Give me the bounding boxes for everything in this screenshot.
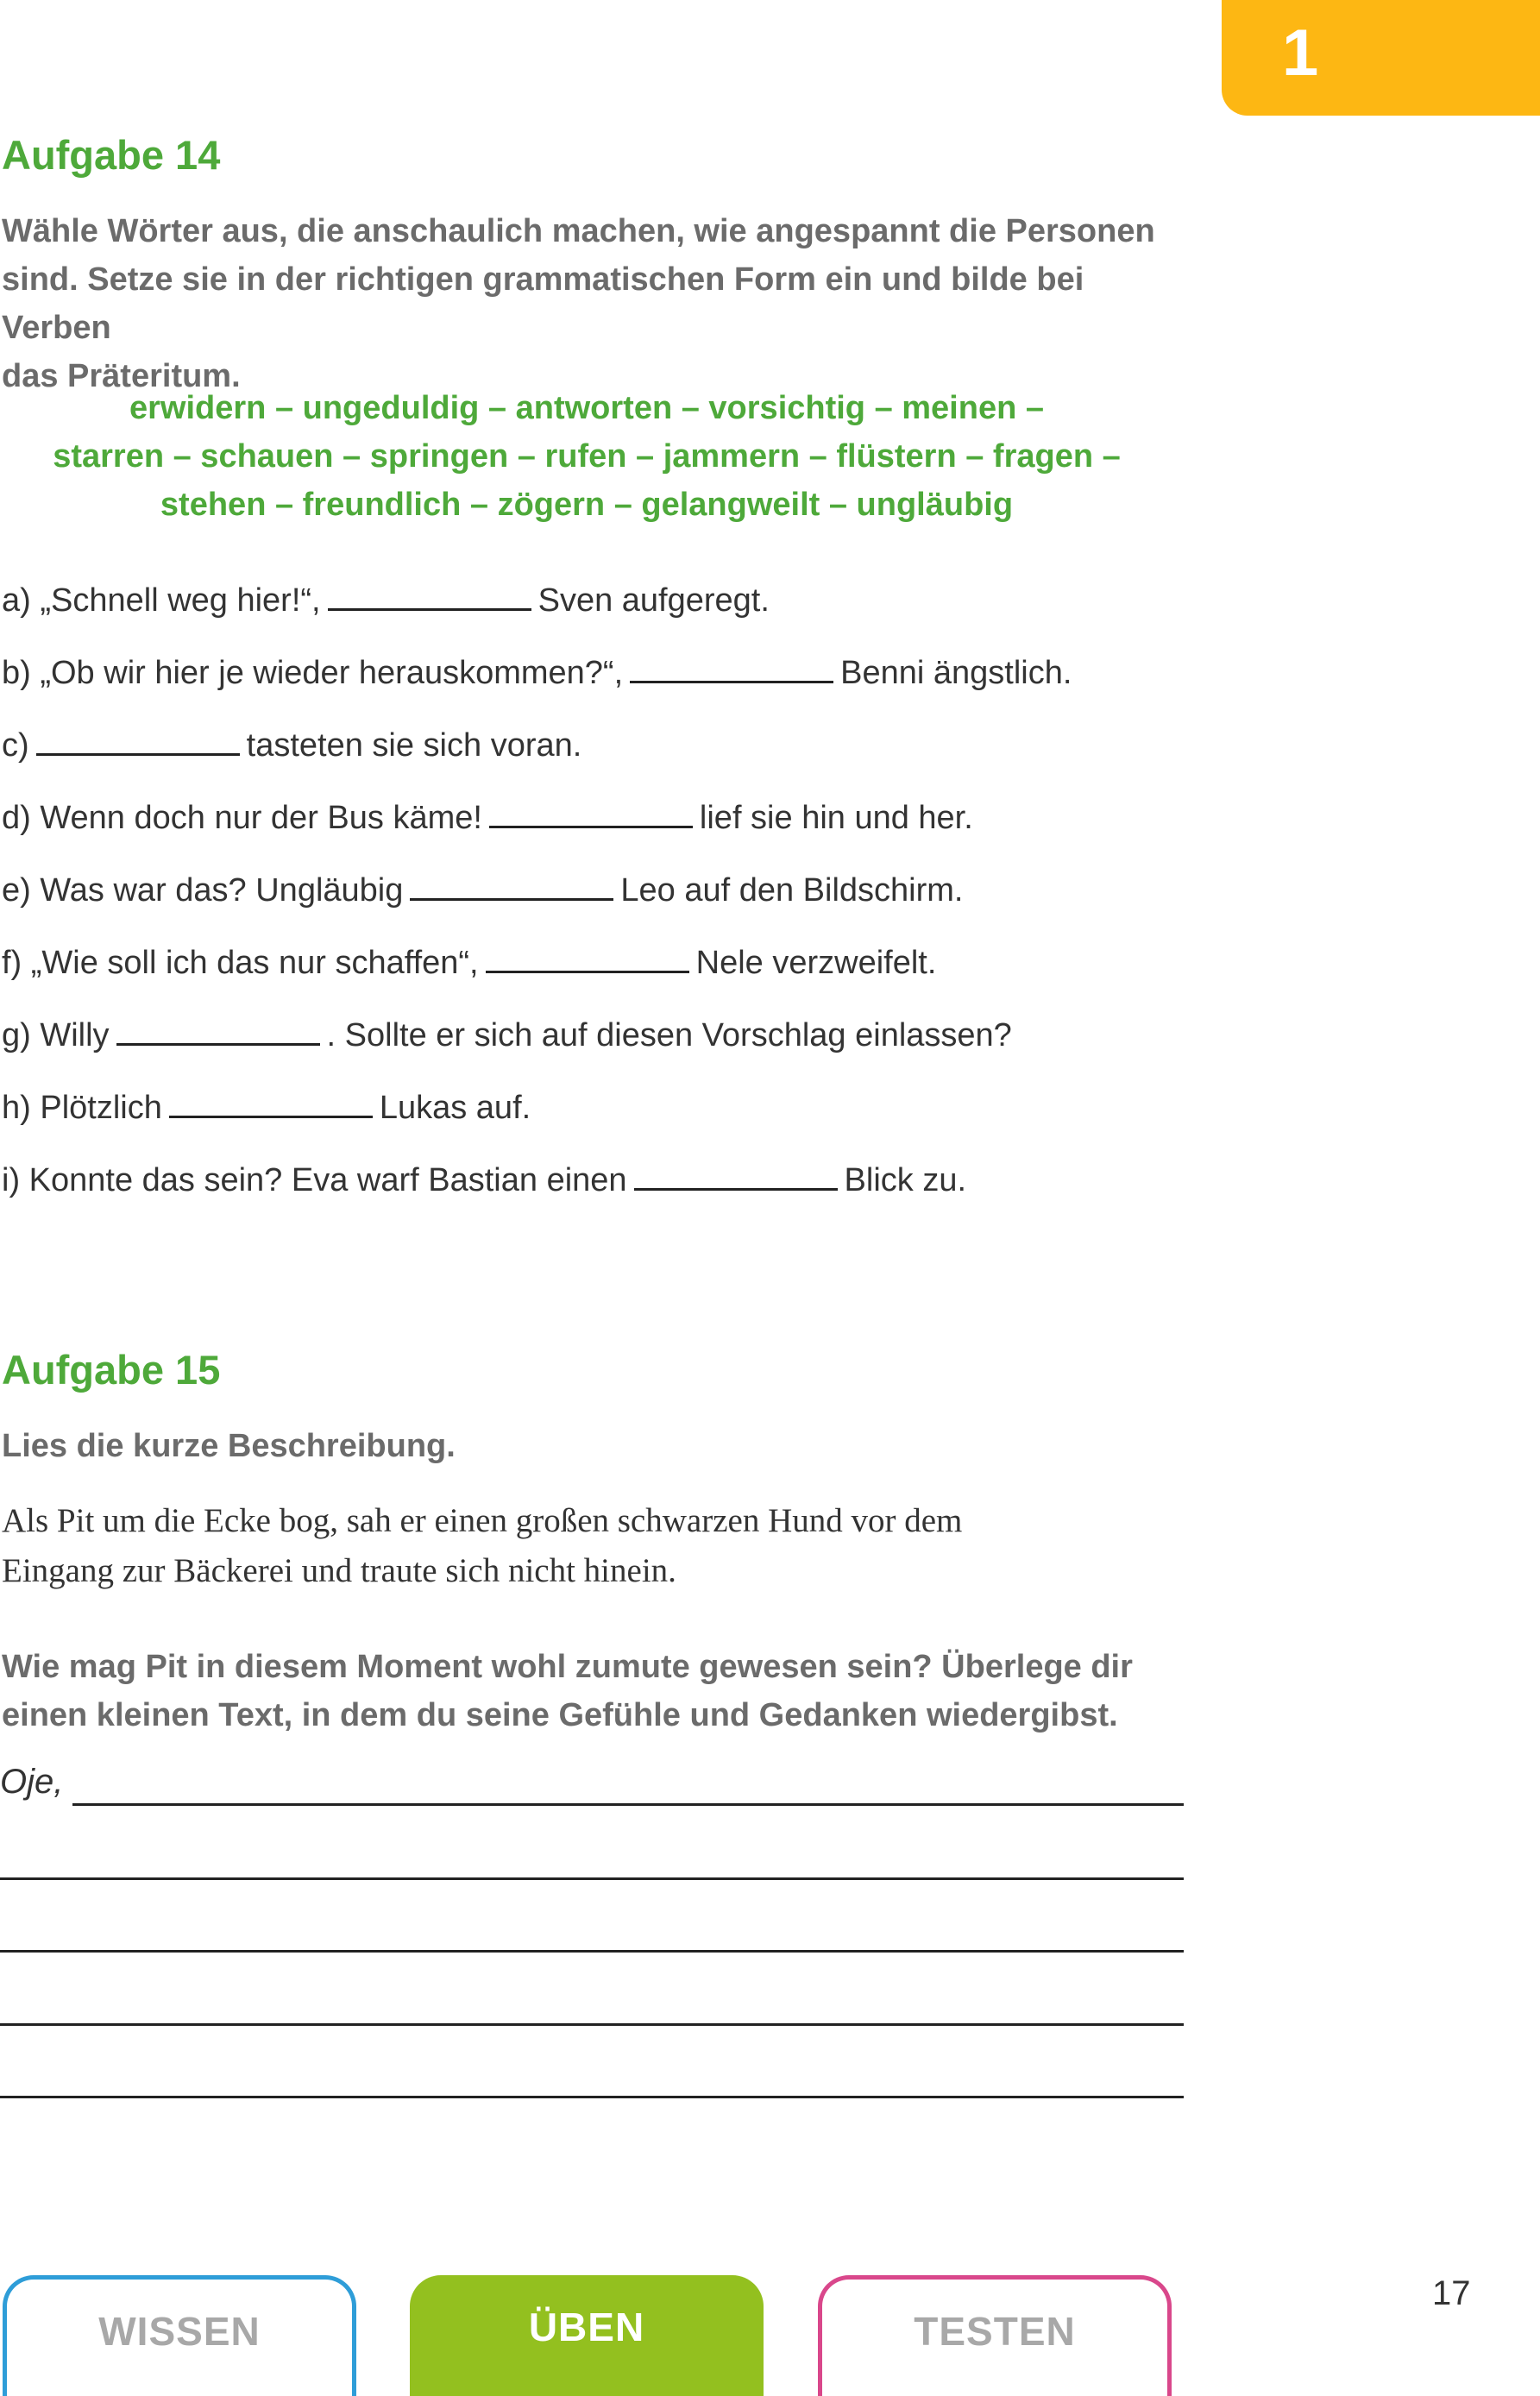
task14-instruction-line: Wähle Wörter aus, die anschaulich machen, wie angespannt die Personen bbox=[2, 213, 1155, 249]
writing-line[interactable] bbox=[0, 1950, 1184, 1953]
task15-question bbox=[2, 1643, 1192, 1739]
task14-instruction bbox=[2, 207, 1192, 400]
page-number: 17 bbox=[1432, 2274, 1471, 2312]
exercise-c bbox=[2, 724, 581, 767]
tab-testen[interactable] bbox=[818, 2275, 1172, 2396]
task14-title: Aufgabe 14 bbox=[2, 132, 221, 178]
tab-wissen[interactable] bbox=[3, 2275, 356, 2396]
exercise-e bbox=[2, 869, 963, 912]
answer-blank[interactable] bbox=[410, 872, 613, 901]
exercise-g bbox=[2, 1014, 1012, 1057]
exercise-f bbox=[2, 941, 936, 984]
answer-blank[interactable] bbox=[634, 1162, 838, 1191]
exercise-text-after: Nele verzweifelt. bbox=[695, 945, 937, 981]
exercise-text-before: g) Willy bbox=[2, 1017, 110, 1053]
exercise-text-after: Lukas auf. bbox=[379, 1090, 531, 1126]
answer-blank[interactable] bbox=[486, 945, 689, 973]
answer-blank[interactable] bbox=[116, 1017, 320, 1046]
tab-label: ÜBEN bbox=[528, 2305, 645, 2349]
exercise-b bbox=[2, 651, 1072, 695]
task15-instruction: Lies die kurze Beschreibung. bbox=[2, 1428, 456, 1464]
answer-blank[interactable] bbox=[328, 582, 531, 611]
exercise-text-before: d) Wenn doch nur der Bus käme! bbox=[2, 800, 482, 836]
exercise-text-before: f) „Wie soll ich das nur schaffen“, bbox=[2, 945, 479, 981]
writing-line[interactable] bbox=[0, 2096, 1184, 2098]
question-line: Wie mag Pit in diesem Moment wohl zumute gewesen sein? Überlege dir bbox=[2, 1649, 1133, 1685]
answer-blank[interactable] bbox=[169, 1090, 373, 1118]
exercise-d bbox=[2, 796, 973, 840]
answer-start: Oje, bbox=[0, 1763, 64, 1801]
writing-line[interactable] bbox=[0, 2023, 1184, 2026]
exercise-text-after: lief sie hin und her. bbox=[699, 800, 973, 836]
exercise-text-before: b) „Ob wir hier je wieder herauskommen?“, bbox=[2, 655, 624, 691]
exercise-text-after: Sven aufgeregt. bbox=[537, 582, 770, 619]
exercise-h bbox=[2, 1086, 531, 1129]
exercise-text-after: tasteten sie sich voran. bbox=[246, 727, 582, 764]
word-bank-line: stehen – freundlich – zögern – gelangweilt – ungläubig bbox=[160, 487, 1014, 523]
story-line: Als Pit um die Ecke bog, sah er einen großen schwarzen Hund vor dem bbox=[2, 1502, 963, 1539]
question-line: einen kleinen Text, in dem du seine Gefühle und Gedanken wiedergibst. bbox=[2, 1697, 1118, 1733]
story-text bbox=[2, 1496, 1192, 1596]
exercise-text-before: c) bbox=[2, 727, 29, 764]
tab-label: WISSEN bbox=[98, 2309, 261, 2354]
word-bank bbox=[0, 384, 1173, 529]
writing-line[interactable] bbox=[72, 1803, 1184, 1806]
exercise-a bbox=[2, 579, 770, 622]
exercise-text-after: Leo auf den Bildschirm. bbox=[620, 872, 964, 909]
task14-instruction-line: sind. Setze sie in der richtigen grammatischen Form ein und bilde bei Verben bbox=[2, 261, 1084, 346]
exercise-text-before: e) Was war das? Ungläubig bbox=[2, 872, 404, 909]
word-bank-line: erwidern – ungeduldig – antworten – vorsichtig – meinen – bbox=[129, 390, 1044, 426]
exercise-text-before: h) Plötzlich bbox=[2, 1090, 162, 1126]
answer-blank[interactable] bbox=[489, 800, 693, 828]
tab-ueben[interactable] bbox=[410, 2275, 764, 2396]
chapter-number: 1 bbox=[1282, 16, 1319, 90]
task15-title: Aufgabe 15 bbox=[2, 1347, 221, 1393]
answer-blank[interactable] bbox=[630, 655, 833, 683]
answer-blank[interactable] bbox=[36, 727, 240, 756]
word-bank-line: starren – schauen – springen – rufen – jammern – flüstern – fragen – bbox=[53, 438, 1121, 475]
story-line: Eingang zur Bäckerei und traute sich nicht hinein. bbox=[2, 1552, 676, 1589]
chapter-marker bbox=[1222, 0, 1540, 116]
exercise-text-after: Blick zu. bbox=[844, 1162, 967, 1198]
tab-label: TESTEN bbox=[914, 2309, 1076, 2354]
exercise-text-before: a) „Schnell weg hier!“, bbox=[2, 582, 321, 619]
writing-line[interactable] bbox=[0, 1877, 1184, 1880]
task14-instruction-line: das Präteritum. bbox=[2, 358, 241, 394]
exercise-i bbox=[2, 1159, 966, 1202]
exercise-text-before: i) Konnte das sein? Eva warf Bastian einen bbox=[2, 1162, 627, 1198]
exercise-text-after: . Sollte er sich auf diesen Vorschlag einlassen? bbox=[326, 1017, 1012, 1053]
exercise-text-after: Benni ängstlich. bbox=[840, 655, 1072, 691]
